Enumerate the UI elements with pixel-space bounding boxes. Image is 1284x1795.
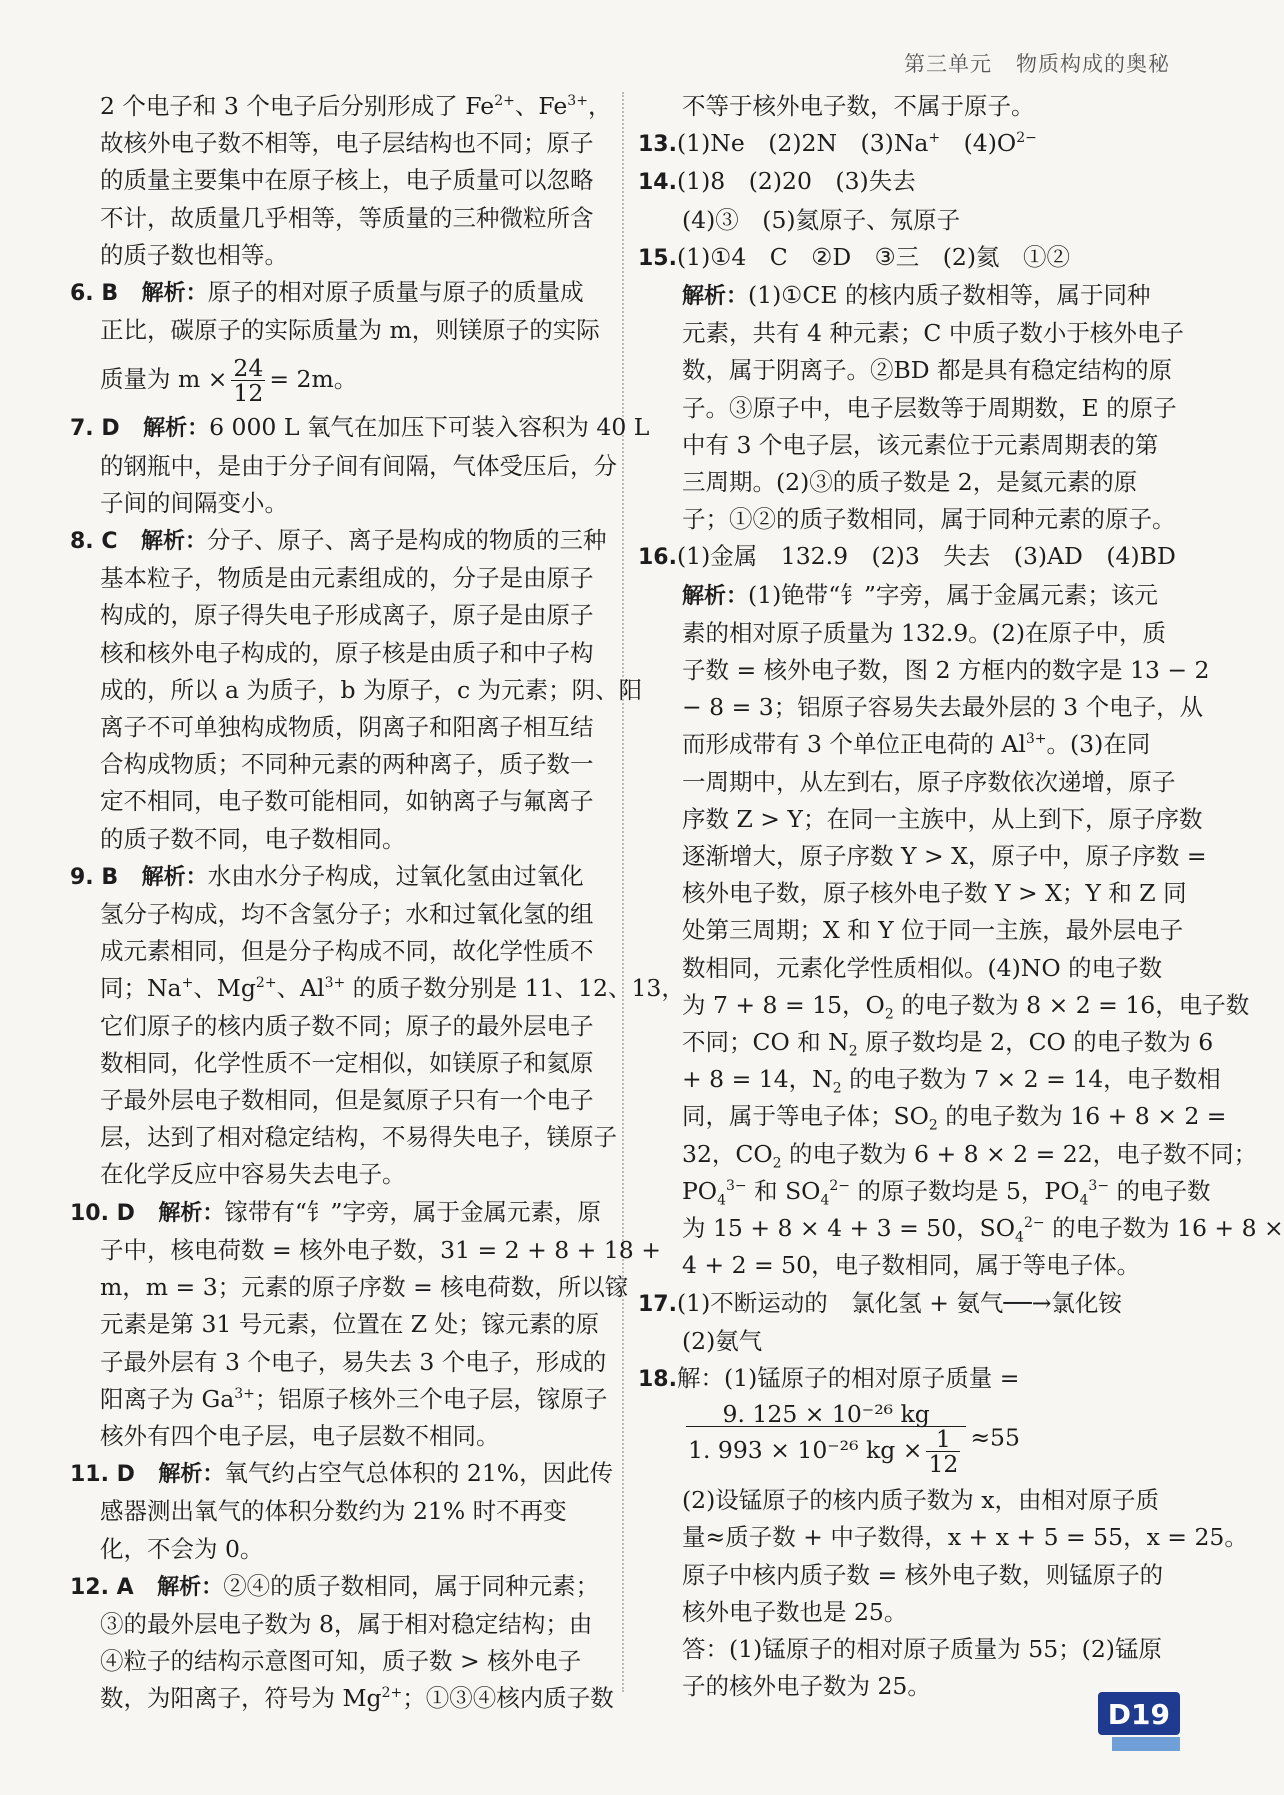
- page-number-badge: D19: [1098, 1692, 1180, 1735]
- question-number: 6. B: [70, 281, 119, 307]
- text-line: 的质量主要集中在原子核上，电子质量可以忽略: [100, 166, 594, 195]
- answer-12: 12. A 解析：②④的质子数相同，属于同种元素； ③的最外层电子数为 8，属于相对稳定结构；由 ④粒子的结构示意图可知，质子数 > 核外电子 数，为阳离子，符号为 $Mg^{2+}$；①③④核内质子数: [70, 1571, 614, 1713]
- text-line: 故核外电子数不相等，电子层结构也不同；原子: [100, 129, 594, 158]
- answer-7: 7. D 解析：6 000 L 氧气在加压下可装入容积为 40 L 的钢瓶中，是由于分子间有间隔，气体受压后，分 子间的间隔变小。: [70, 413, 650, 517]
- fraction: $\frac{1}{12}$: [928, 1425, 959, 1479]
- relative-mass-formula: 9. 125 × 10⁻²⁶ kg 1. 993 × 10⁻²⁶ kg × $\frac{1}{12}$ ≈55: [688, 1400, 1020, 1479]
- fraction: 9. 125 × 10⁻²⁶ kg 1. 993 × 10⁻²⁶ kg × $\frac{1}{12}$: [686, 1402, 966, 1476]
- answer-18: 18.解：(1)锰原子的相对原子质量 = 9. 125 × 10⁻²⁶ kg 1. 993 × 10⁻²⁶ kg × $\frac{1}{12}$ ≈55 (2)设锰原子的核内质子数为 x，由相对原子质 量≈质子数 + 中子数得，x + x + 5 = 55，x = 25。 原子中核内质子数 = 核外电子数，则锰原子的 核外电子数也是 25。 答：(1)锰原子的相对原子质量为 55；(2)锰原 子的核外电子数为 25。: [638, 1363, 1248, 1701]
- answer-6: 6. B 解析：原子的相对原子质量与原子的质量成 正比，碳原子的实际质量为 m，则镁原子的实际 质量为 m × $\frac{24}{12}$ = 2m。: [70, 278, 600, 408]
- column-divider: [622, 92, 624, 1692]
- analysis-label: 解析：: [157, 1574, 224, 1600]
- analysis-label: 解析：: [141, 281, 208, 307]
- fraction: $\frac{24}{12}$: [233, 354, 264, 408]
- question-number: 12. A: [70, 1574, 134, 1600]
- question-number: 11. D: [70, 1462, 135, 1488]
- answer-15: 15.(1)①4 C ②D ③三 (2)氦 ①② 解析：(1)①CE 的核内质子数相等，属于同种 元素，共有 4 种元素；C 中质子数小于核外电子 数，属于阴离子。②BD 都是具有稳定结构的原 子。③原子中，电子层数等于周期数，E 的原子 中有 3 个电子层，该元素位于元素周期表的第 三周期。(2)③的质子数是 2，是氦元素的原 子；①②的质子数相同，属于同种元素的原子。: [638, 242, 1184, 534]
- question-number: 10. D: [70, 1200, 135, 1226]
- analysis-label: 解析：: [682, 583, 749, 609]
- answer-9: 9. B 解析：水由水分子构成，过氧化氢由过氧化 氢分子构成，均不含氢分子；水和过氧化氢的组 成元素相同，但是分子构成不同，故化学性质不 同；Na+、$Mg^{2+}$、$Al^{3+}$ 的质子数分别是 11、12、13， 它们原子的核内质子数不同；原子的最外层电子 数相同，化学性质不一定相似，如镁原子和氦原 子最外层电子数相同，但是氦原子只有一个电子 层，达到了相对稳定结构，不易得失电子，镁原子 在化学反应中容易失去电子。: [70, 861, 685, 1189]
- analysis-label: 解析：: [158, 1462, 225, 1488]
- analysis-label: 解析：: [141, 864, 208, 890]
- analysis-label: 解析：: [140, 529, 207, 555]
- analysis-label: 解析：: [158, 1200, 225, 1226]
- question-number: 9. B: [70, 864, 119, 890]
- right-column: [638, 88, 1284, 1705]
- answer-16: 16.(1)金属 132.9 (2)3 失去 (3)AD (4)BD 解析：(1)铯带“钅”字旁，属于金属元素；该元 素的相对原子质量为 132.9。(2)在原子中，质 子数 = 核外电子数，图 2 方框内的数字是 13 − 2 − 8 = 3；铝原子容易失去最外层的 3 个电子，从 而形成带有 3 个单位正电荷的 $Al^{3+}$。(3)在同 一周期中，从左到右，原子序数依次递增，原子 序数 Z > Y；在同一主族中，从上到下，原子序数 逐渐增大，原子序数 Y > X，原子中，原子序数 = 核外电子数，原子核外电子数 Y > X；Y 和 Z 同 处第三周期；X 和 Y 位于同一主族，最外层电子 数相同，元素化学性质相似。(4)NO 的电子数 为 7 + 8 = 15，$O_2$ 的电子数为 8 × 2 = 16，电子数 不同；CO 和 $N_2$ 原子数均是 2，CO 的电子数为 6 + 8 = 14，$N_2$ 的电子数为 7 × 2 = 14，电子数相 同，属于等电子体；$SO_2$ 的电子数为 16 + 8 × 2 = 32，$CO_2$ 的电子数为 6 + 8 × 2 = 22，电子数不同； $PO_4^{3-}$ 和 $SO_4^{2-}$ 的原子数均是 5，$PO_4^{3-}$ 的电子数 为 15 + 8 × 4 + 3 = 50，$SO_4^{2-}$ 的电子数为 16 + 8 × 4 + 2 = 50，电子数相同，属于等电子体。: [638, 542, 1284, 1280]
- question-number: 16.: [638, 545, 677, 571]
- text-line: 不计，故质量几乎相等，等质量的三种微粒所含: [100, 203, 594, 232]
- answer-8: 8. C 解析：分子、原子、离子是构成的物质的三种 基本粒子，物质是由元素组成的，分子是由原子 构成的，原子得失电子形成离子，原子是由原子 核和核外电子构成的，原子核是由质子和中子构 成的，所以 a 为质子，b 为原子，c 为元素；阴、阳 离子不可单独构成物质，阴离子和阳离子相互结 合构成物质；不同种元素的两种离子，质子数一 定不相同，电子数可能相同，如钠离子与氟离子 的质子数不同，电子数相同。: [70, 526, 643, 853]
- analysis-label: 解析：: [682, 284, 749, 310]
- question-number: 7. D: [70, 416, 120, 442]
- unit-label: 第三单元: [904, 52, 992, 76]
- answer-11: 11. D 解析：氧气约占空气总体积的 21%，因此传 感器测出氧气的体积分数约为 21% 时不再变 化，不会为 0。: [70, 1459, 614, 1563]
- unit-title: 物质构成的奥秘: [1016, 52, 1170, 76]
- analysis-label: 解析：: [143, 416, 210, 442]
- question-number: 18.: [638, 1366, 677, 1392]
- question-number: 14.: [638, 170, 677, 196]
- question-number: 15.: [638, 245, 677, 271]
- page-badge-bar: [1112, 1737, 1180, 1751]
- answer-14: 14.(1)8 (2)20 (3)失去 (4)③ (5)氦原子、氖原子: [638, 167, 961, 234]
- page-header: [904, 48, 1170, 78]
- answer-13: 13.(1)Ne (2)2N (3)Na+ $(4)O^{2-}$: [638, 129, 1037, 158]
- answer-10: 10. D 解析：镓带有“钅”字旁，属于金属元素，原 子中，核电荷数 = 核外电子数，31 = 2 + 8 + 18 + m，m = 3；元素的原子序数 = 核电荷数，所以镓 元素是第 31 号元素，位置在 Z 处；镓元素的原 子最外层有 3 个电子，易失去 3 个电子，形成的 阳离子为 $Ga^{3+}$；铝原子核外三个电子层，镓原子 核外有四个电子层，电子层数不相同。: [70, 1197, 661, 1450]
- answer-17: 17.(1)不断运动的 氯化氢 + 氨气──→氯化铵 (2)氨气: [638, 1288, 1122, 1355]
- text-line: 2 个电子和 3 个电子后分别形成了 $Fe^{2+}$、$Fe^{3+}$，: [100, 92, 612, 120]
- text-line: 的质子数也相等。: [100, 240, 288, 269]
- question-number: 13.: [638, 132, 677, 158]
- text-line: 不等于核外电子数，不属于原子。: [682, 92, 1035, 120]
- question-number: 8. C: [70, 529, 118, 555]
- question-number: 17.: [638, 1291, 677, 1317]
